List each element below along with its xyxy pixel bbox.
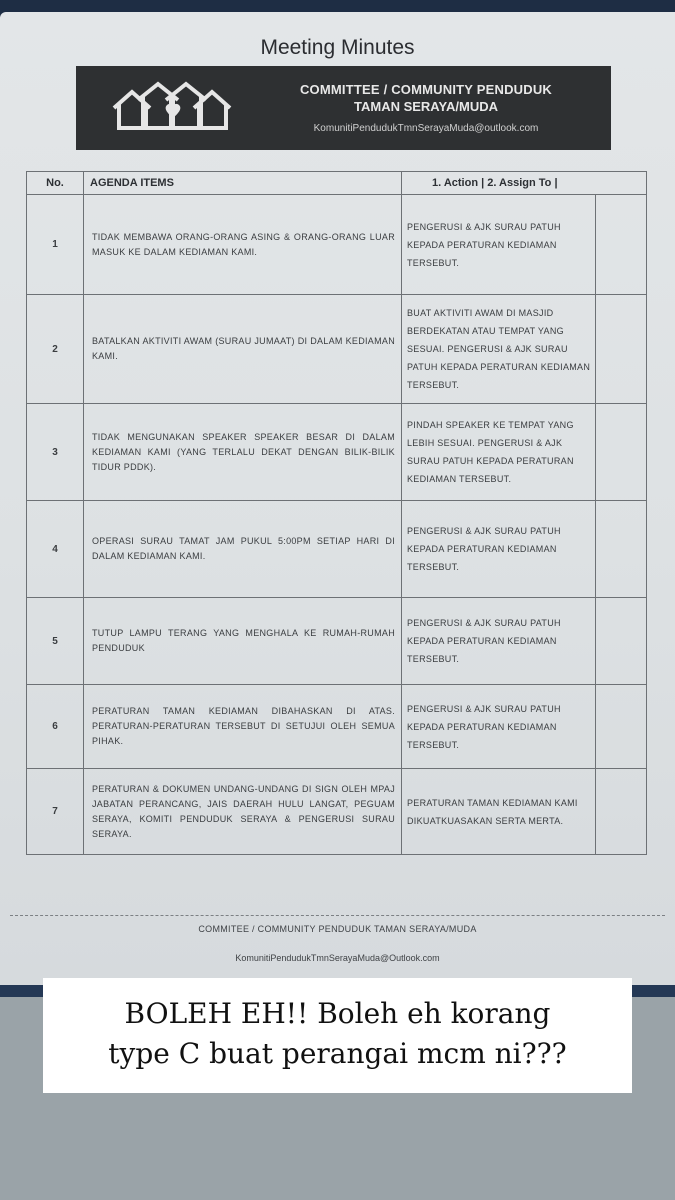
header-no: No. bbox=[27, 172, 84, 195]
assign-cell bbox=[596, 195, 647, 295]
row-number: 6 bbox=[27, 685, 84, 769]
action-cell: PENGERUSI & AJK SURAU PATUH KEPADA PERATURAN KEDIAMAN TERSEBUT. bbox=[402, 685, 596, 769]
banner-title-line1: COMMITTEE / COMMUNITY PENDUDUK bbox=[299, 82, 553, 97]
action-cell: PERATURAN TAMAN KEDIAMAN KAMI DIKUATKUASAKAN SERTA MERTA. bbox=[402, 769, 596, 855]
action-cell: PENGERUSI & AJK SURAU PATUH KEPADA PERATURAN KEDIAMAN TERSEBUT. bbox=[402, 598, 596, 685]
agenda-item: TIDAK MEMBAWA ORANG-ORANG ASING & ORANG-ORANG LUAR MASUK KE DALAM KEDIAMAN KAMI. bbox=[84, 195, 402, 295]
action-cell: PENGERUSI & AJK SURAU PATUH KEPADA PERATURAN KEDIAMAN TERSEBUT. bbox=[402, 195, 596, 295]
row-number: 4 bbox=[27, 501, 84, 598]
action-cell: PINDAH SPEAKER KE TEMPAT YANG LEBIH SESUAI. PENGERUSI & AJK SURAU PATUH KEPADA PERATURAN KEDIAMAN TERSEBUT. bbox=[402, 404, 596, 501]
table-row bbox=[27, 598, 647, 685]
assign-cell bbox=[596, 501, 647, 598]
table-row bbox=[27, 195, 647, 295]
row-number: 7 bbox=[27, 769, 84, 855]
row-number: 3 bbox=[27, 404, 84, 501]
assign-cell bbox=[596, 769, 647, 855]
agenda-item: TIDAK MENGUNAKAN SPEAKER SPEAKER BESAR DI DALAM KEDIAMAN KAMI (YANG TERLALU DEKAT DENGAN BILIK-BILIK TIDUR PDDK). bbox=[84, 404, 402, 501]
footer-email: KomunitiPendudukTmnSerayaMuda@Outlook.com bbox=[235, 953, 440, 963]
document-title: Meeting Minutes bbox=[260, 36, 415, 59]
action-cell: PENGERUSI & AJK SURAU PATUH KEPADA PERATURAN KEDIAMAN TERSEBUT. bbox=[402, 501, 596, 598]
footer-committee-name: COMMITEE / COMMUNITY PENDUDUK TAMAN SERAYA/MUDA bbox=[198, 924, 477, 934]
agenda-item: TUTUP LAMPU TERANG YANG MENGHALA KE RUMAH-RUMAH PENDUDUK bbox=[84, 598, 402, 685]
caption-line2: type C buat perangai mcm ni??? bbox=[108, 1037, 567, 1070]
action-cell: BUAT AKTIVITI AWAM DI MASJID BERDEKATAN ATAU TEMPAT YANG SESUAI. PENGERUSI & AJK SURAU PATUH KEPADA PERATURAN KEDIAMAN TERSEBUT. bbox=[402, 295, 596, 404]
footer-divider bbox=[10, 915, 665, 916]
agenda-item: BATALKAN AKTIVITI AWAM (SURAU JUMAAT) DI DALAM KEDIAMAN KAMI. bbox=[84, 295, 402, 404]
agenda-item: PERATURAN TAMAN KEDIAMAN DIBAHASKAN DI ATAS. PERATURAN-PERATURAN TERSEBUT DI SETUJUI OLEH SEMUA PIHAK. bbox=[84, 685, 402, 769]
committee-banner bbox=[76, 66, 611, 150]
agenda-item: OPERASI SURAU TAMAT JAM PUKUL 5:00PM SETIAP HARI DI DALAM KEDIAMAN KAMI. bbox=[84, 501, 402, 598]
table-header-row bbox=[27, 172, 647, 195]
table-row bbox=[27, 501, 647, 598]
row-number: 5 bbox=[27, 598, 84, 685]
banner-title-line2: TAMAN SERAYA/MUDA bbox=[354, 99, 498, 114]
banner-email: KomunitiPendudukTmnSerayaMuda@outlook.com bbox=[313, 123, 539, 134]
story-caption bbox=[43, 978, 632, 1093]
row-number: 2 bbox=[27, 295, 84, 404]
row-number: 1 bbox=[27, 195, 84, 295]
assign-cell bbox=[596, 598, 647, 685]
table-row bbox=[27, 769, 647, 855]
assign-cell bbox=[596, 404, 647, 501]
caption-line1: BOLEH EH!! Boleh eh korang bbox=[124, 997, 551, 1030]
assign-cell bbox=[596, 295, 647, 404]
assign-cell bbox=[596, 685, 647, 769]
agenda-item: PERATURAN & DOKUMEN UNDANG-UNDANG DI SIGN OLEH MPAJ JABATAN PERANCANG, JAIS DAERAH HULU LANGAT, PEGUAM SERAYA, KOMITI PENDUDUK SERAYA & PENGERUSI SURAU SERAYA. bbox=[84, 769, 402, 855]
agenda-table bbox=[26, 171, 647, 855]
header-action: 1. Action | 2. Assign To | bbox=[402, 172, 647, 195]
header-agenda: AGENDA ITEMS bbox=[84, 172, 402, 195]
table-row bbox=[27, 685, 647, 769]
table-row bbox=[27, 404, 647, 501]
houses-heart-icon bbox=[108, 78, 238, 138]
table-row bbox=[27, 295, 647, 404]
